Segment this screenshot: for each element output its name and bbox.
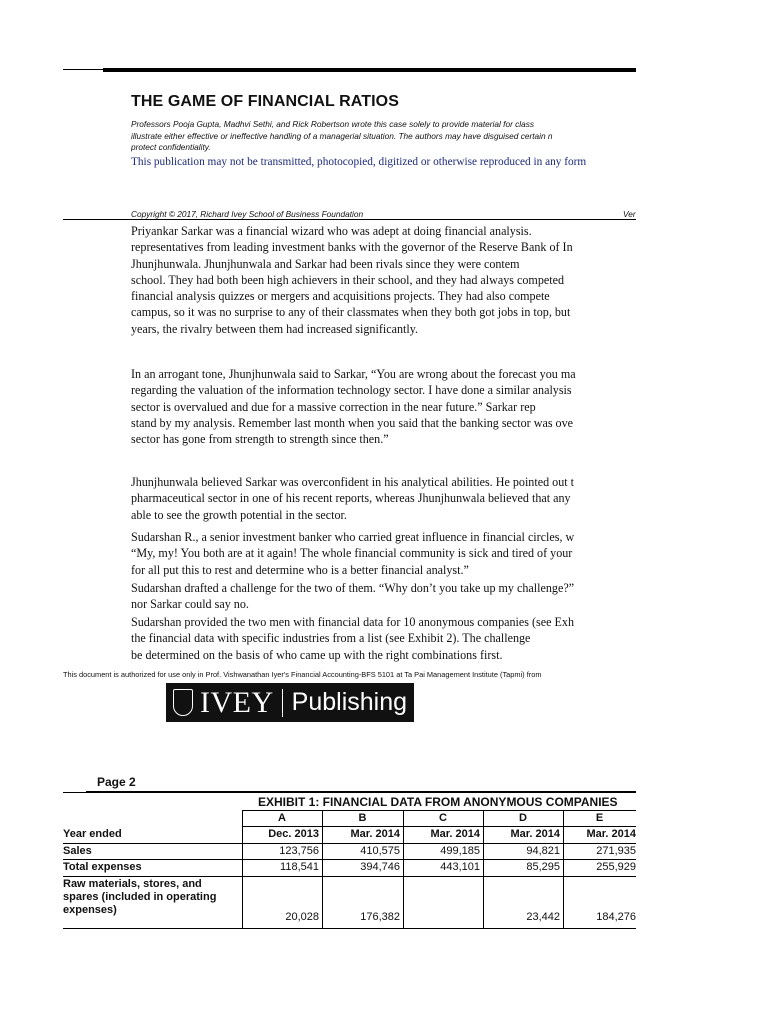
table-cell: 176,382 <box>360 911 400 923</box>
row-label: Total expenses <box>63 861 142 873</box>
table-cell: 94,821 <box>526 845 560 857</box>
paragraph-line: Sudarshan R., a senior investment banker who carried great influence in financial circles, w <box>131 530 575 544</box>
paragraph-line: the financial data with specific industries from a list (see Exhibit 2). The challenge <box>131 631 531 646</box>
table-rule <box>242 826 636 827</box>
table-cell: Mar. 2014 <box>430 828 480 840</box>
authorization-notice: This document is authorized for use only in Prof. Vishwanathan Iyer's Financial Accounting-BFS 5101 at Ta Pai Management Institute (Tapmi) from <box>63 670 542 679</box>
table-cell: Dec. 2013 <box>268 828 319 840</box>
author-note-line: illustrate either effective or ineffective handling of a managerial situation. The authors may have disguised certain n <box>131 130 553 141</box>
paragraph-line: regarding the valuation of the information technology sector. I have done a similar analysis <box>131 383 572 398</box>
paragraph-line: sector is overvalued and due for a massive correction in the near future.” Sarkar rep <box>131 399 536 414</box>
table-rule <box>63 859 636 860</box>
paragraph-line: be determined on the basis of who came up with the right combinations first. <box>131 647 503 662</box>
paragraph-line: for all put this to rest and determine who is a better financial analyst.” <box>131 562 469 577</box>
column-header: C <box>439 812 447 824</box>
paragraph-line: representatives from leading investment banks with the governor of the Reserve Bank of In <box>131 240 573 255</box>
table-cell: 271,935 <box>596 845 636 857</box>
reproduction-notice: This publication may not be transmitted, photocopied, digitized or otherwise reproduced in any form <box>131 156 587 168</box>
table-cell: 499,185 <box>440 845 480 857</box>
table-cell: 410,575 <box>360 845 400 857</box>
author-note-line: Professors Pooja Gupta, Madhvi Sethi, and Rick Robertson wrote this case solely to provide material for class <box>131 119 535 129</box>
paragraph-line: stand by my analysis. Remember last month when you said that the banking sector was ove <box>131 415 574 430</box>
page-number: Page 2 <box>97 775 136 789</box>
table-cell: Mar. 2014 <box>510 828 560 840</box>
table-cell: 85,295 <box>526 861 560 873</box>
paragraph-line: pharmaceutical sector in one of his recent reports, whereas Jhunjhunwala believed that any <box>131 491 571 506</box>
row-label: Year ended <box>63 828 122 840</box>
paragraph-line: sector has gone from strength to strength since then.” <box>131 432 389 447</box>
paragraph-line: In an arrogant tone, Jhunjhunwala said to Sarkar, “You are wrong about the forecast you ma <box>131 367 576 381</box>
table-rule <box>63 876 636 877</box>
paragraph-line: Priyankar Sarkar was a financial wizard who was adept at doing financial analysis. <box>131 224 532 238</box>
paragraph-line: nor Sarkar could say no. <box>131 597 249 612</box>
table-cell: 255,929 <box>596 861 636 873</box>
table-cell: 20,028 <box>285 911 319 923</box>
column-header: A <box>278 812 286 824</box>
paragraph-line: years, the rivalry between them had increased significantly. <box>131 321 419 336</box>
version-text: Ver <box>623 209 636 219</box>
table-cell: 118,541 <box>280 861 319 873</box>
row-label: Raw materials, stores, and spares (included in operating expenses) <box>63 878 217 916</box>
column-header: E <box>595 812 604 824</box>
table-cell: 394,746 <box>360 861 400 873</box>
paragraph-line: school. They had both been high achievers in their school, and they had always competed <box>131 272 565 287</box>
logo-publishing: Publishing <box>291 688 408 716</box>
table-cell: 443,101 <box>440 861 480 873</box>
table-cell: 184,276 <box>596 911 636 923</box>
paragraph-line: Sudarshan provided the two men with financial data for 10 anonymous companies (see Exh <box>131 615 574 629</box>
column-header: B <box>358 812 367 824</box>
paragraph-line: campus, so it was no surprise to any of their classmates when they both got jobs in top, but <box>131 305 571 320</box>
table-rule <box>63 928 636 929</box>
exhibit-title: EXHIBIT 1: FINANCIAL DATA FROM ANONYMOUS COMPANIES <box>258 795 618 809</box>
case-title: THE GAME OF FINANCIAL RATIOS <box>131 93 399 110</box>
paragraph-line: able to see the growth potential in the sector. <box>131 507 347 522</box>
paragraph-line: Sudarshan drafted a challenge for the two of them. “Why don’t you take up my challenge?” <box>131 581 575 595</box>
logo-brand: IVEY <box>200 685 274 719</box>
paragraph-line: Jhunjhunwala. Jhunjhunwala and Sarkar had been rivals since they were contem <box>131 256 520 271</box>
table-rule <box>63 843 636 844</box>
table-rule <box>242 810 636 811</box>
paragraph-line: financial analysis quizzes or mergers and acquisitions projects. They had also compete <box>131 289 550 304</box>
author-note-line: protect confidentiality. <box>131 142 211 152</box>
table-cell: Mar. 2014 <box>586 828 636 840</box>
column-header: D <box>519 812 527 824</box>
table-cell: 23,442 <box>526 911 560 923</box>
table-cell: 123,756 <box>279 845 319 857</box>
paragraph-line: “My, my! You both are at it again! The whole financial community is sick and tired of your <box>131 546 573 561</box>
copyright-text: Copyright © 2017, Richard Ivey School of Business Foundation <box>131 209 364 219</box>
table-cell: Mar. 2014 <box>350 828 400 840</box>
row-label: Sales <box>63 845 92 857</box>
paragraph-line: Jhunjhunwala believed Sarkar was overconfident in his analytical abilities. He pointed out t <box>131 475 574 489</box>
